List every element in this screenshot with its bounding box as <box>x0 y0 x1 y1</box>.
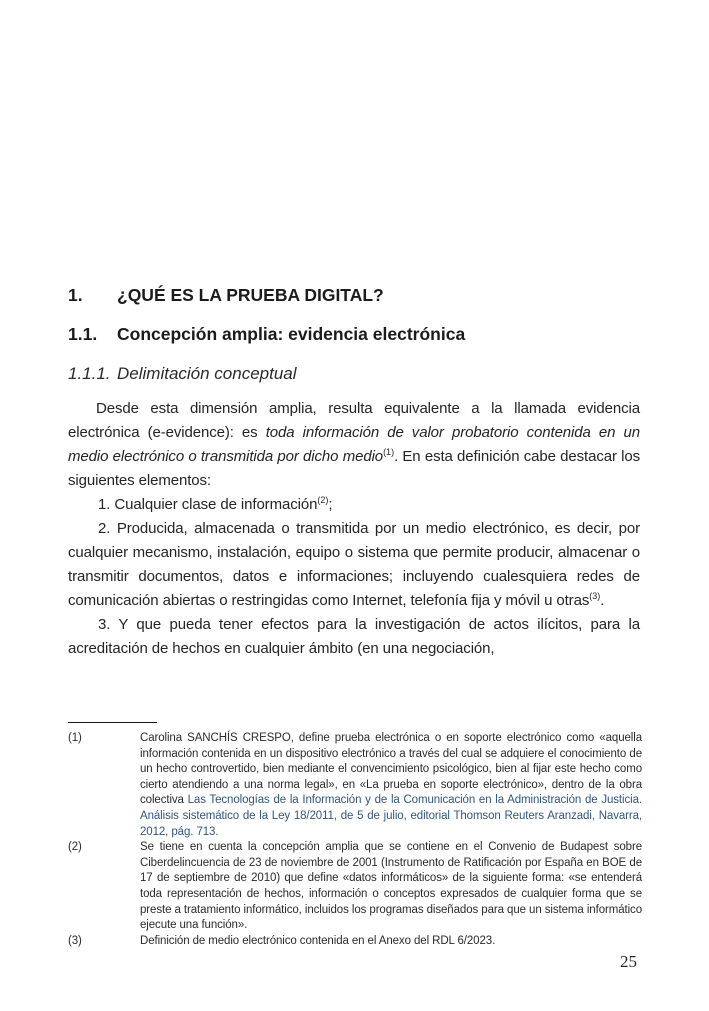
list-item-text: Y que pueda tener efectos para la investigación de actos ilícitos, para la acreditación de hechos en cualquier ámbito (en una negociación, <box>68 616 640 657</box>
intro-text-start: Desde esta dimensión amplia, resulta equivalente a la llamada evidencia electrónica (e-evidence): es <box>68 400 640 441</box>
list-item-tail: . <box>600 592 605 609</box>
list-item <box>68 613 640 661</box>
section-heading <box>68 324 640 344</box>
subsection-heading <box>68 364 640 384</box>
footnote-ref-1: (1) <box>383 447 395 457</box>
list-item <box>68 493 640 517</box>
list-item-tail: ; <box>328 496 333 513</box>
footnote-book-title-link[interactable]: Las Tecnologías de la Información y de la Comunicación en la Administración de Justicia. Análisis sistemático de la Ley 18/2011, de 5 de julio, editorial Thomson Reuters Aranzadi, Navarra, 2012, pág. 713. <box>140 794 642 838</box>
chapter-heading-title: ¿QUÉ ES LA PRUEBA DIGITAL? <box>117 285 384 305</box>
footnote-marker: (3) <box>68 934 82 947</box>
section-heading-number: 1.1. <box>68 324 98 344</box>
list-item-text: Cualquier clase de información <box>114 496 318 513</box>
footnote-marker: (1) <box>68 732 82 744</box>
list-item-text: Producida, almacenada o transmitida por un medio electrónico, es decir, por cualquier mecanismo, instalación, equipo o sistema que permite producir, almacenar o transmitir documentos, datos e informaciones; incluyendo cualesquiera redes de comunicación abiertas o restringidas como Internet, telefonía fija y móvil u otras <box>68 520 640 609</box>
chapter-heading-number: 1. <box>68 285 83 305</box>
subsection-heading-title: Delimitación conceptual <box>117 364 297 383</box>
page-content <box>68 285 640 661</box>
footnote-marker: (2) <box>68 841 82 854</box>
footnote-divider <box>68 722 157 723</box>
list-item-number: 2. <box>98 520 111 537</box>
list-item-number: 1. <box>98 496 111 513</box>
footnote-text: Se tiene en cuenta la concepción amplia que se contiene en el Convenio de Budapest sobre Ciberdelincuencia de 23 de noviembre de 2001 (Instrumento de Ratificación por España en BOE de 17 de septiembre de 2010) que define «datos informáticos» de la siguiente forma: «se entenderá toda representación de hechos, información o conceptos expresados de cualquier forma que se preste a tratamiento informático, incluidos los programas diseñados para que un sistema informático ejecute una función». <box>140 841 642 932</box>
footnote-ref-2: (2) <box>317 495 329 505</box>
intro-paragraph <box>68 397 640 493</box>
footnotes-section <box>68 722 642 949</box>
footnote-text: Carolina SANCHÍS CRESPO, define prueba electrónica o en soporte electrónico como «aquella información contenida en un dispositivo electrónico a través del cual se adquiere el conocimiento de un hecho controvertido, bien mediante el convencimiento psicológico, bien al fijar este hecho como cierto atendiendo a una norma legal», en «La prueba en soporte electrónico», dentro de la obra colectiva <box>140 732 642 807</box>
page-number: 25 <box>620 952 637 971</box>
chapter-heading <box>68 285 640 305</box>
section-heading-title: Concepción amplia: evidencia electrónica <box>117 324 466 344</box>
footnote <box>68 731 642 840</box>
intro-text-italic: toda información de valor probatorio contenida en un medio electrónico o transmitida por dicho medio <box>68 424 640 465</box>
footnote <box>68 840 642 934</box>
footnote-ref-3: (3) <box>589 591 601 601</box>
footnote-text: Definición de medio electrónico contenida en el Anexo del RDL 6/2023. <box>140 934 496 947</box>
intro-text-end: . En esta definición cabe destacar los siguientes elementos: <box>68 448 641 489</box>
list-item-number: 3. <box>98 616 111 633</box>
footnote <box>68 934 642 950</box>
list-item <box>68 517 640 613</box>
subsection-heading-number: 1.1.1. <box>68 364 111 383</box>
